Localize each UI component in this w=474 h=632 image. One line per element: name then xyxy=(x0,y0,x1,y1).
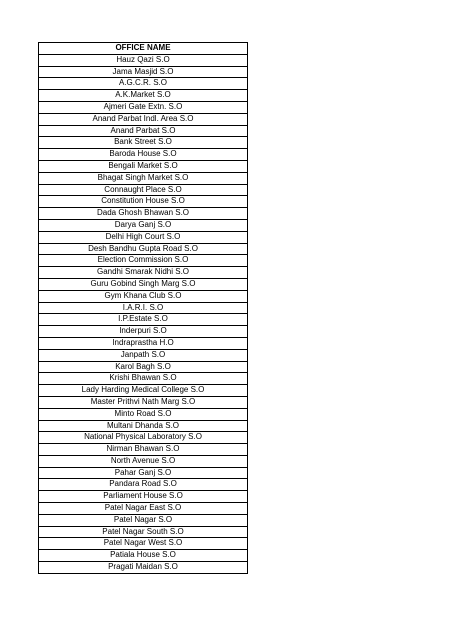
table-row xyxy=(39,267,248,279)
office-name-cell: Hauz Qazi S.O xyxy=(39,54,248,66)
office-name-table xyxy=(38,42,248,574)
office-name-cell: Bhagat Singh Market S.O xyxy=(39,172,248,184)
office-name-cell: I.A.R.I. S.O xyxy=(39,302,248,314)
table-row xyxy=(39,78,248,90)
table-row xyxy=(39,385,248,397)
office-list-sheet xyxy=(38,42,248,574)
office-name-cell: Jama Masjid S.O xyxy=(39,66,248,78)
office-name-cell: A.K.Market S.O xyxy=(39,90,248,102)
table-row xyxy=(39,137,248,149)
office-name-cell: Anand Parbat S.O xyxy=(39,125,248,137)
office-name-cell: A.G.C.R. S.O xyxy=(39,78,248,90)
table-row xyxy=(39,196,248,208)
office-name-cell: Multani Dhanda S.O xyxy=(39,420,248,432)
table-row xyxy=(39,396,248,408)
table-row xyxy=(39,455,248,467)
office-name-cell: Connaught Place S.O xyxy=(39,184,248,196)
office-name-cell: Delhi High Court S.O xyxy=(39,231,248,243)
table-row xyxy=(39,184,248,196)
office-name-cell: North Avenue S.O xyxy=(39,455,248,467)
table-row xyxy=(39,373,248,385)
office-name-cell: Baroda House S.O xyxy=(39,149,248,161)
office-name-cell: Master Prithvi Nath Marg S.O xyxy=(39,396,248,408)
table-row xyxy=(39,503,248,515)
office-name-cell: I.P.Estate S.O xyxy=(39,314,248,326)
table-row xyxy=(39,160,248,172)
office-name-cell: Krishi Bhawan S.O xyxy=(39,373,248,385)
office-name-cell: Gandhi Smarak Nidhi S.O xyxy=(39,267,248,279)
office-name-cell: Election Commission S.O xyxy=(39,255,248,267)
table-row xyxy=(39,255,248,267)
office-name-cell: Indraprastha H.O xyxy=(39,337,248,349)
table-row xyxy=(39,514,248,526)
table-row xyxy=(39,550,248,562)
table-row xyxy=(39,243,248,255)
table-row xyxy=(39,302,248,314)
office-rows xyxy=(39,54,248,573)
table-header-row xyxy=(39,43,248,55)
table-row xyxy=(39,208,248,220)
table-row xyxy=(39,337,248,349)
office-name-cell: Guru Gobind Singh Marg S.O xyxy=(39,278,248,290)
table-row xyxy=(39,408,248,420)
office-name-cell: Karol Bagh S.O xyxy=(39,361,248,373)
office-name-cell: Patel Nagar South S.O xyxy=(39,526,248,538)
office-name-cell: Bengali Market S.O xyxy=(39,160,248,172)
office-name-cell: Pandara Road S.O xyxy=(39,479,248,491)
office-name-cell: Patel Nagar S.O xyxy=(39,514,248,526)
office-name-cell: Darya Ganj S.O xyxy=(39,219,248,231)
table-row xyxy=(39,467,248,479)
office-name-cell: Dada Ghosh Bhawan S.O xyxy=(39,208,248,220)
table-row xyxy=(39,361,248,373)
office-name-cell: National Physical Laboratory S.O xyxy=(39,432,248,444)
table-row xyxy=(39,172,248,184)
office-name-cell: Anand Parbat Indl. Area S.O xyxy=(39,113,248,125)
table-row xyxy=(39,90,248,102)
office-name-cell: Patiala House S.O xyxy=(39,550,248,562)
office-name-cell: Pahar Ganj S.O xyxy=(39,467,248,479)
office-name-cell: Constitution House S.O xyxy=(39,196,248,208)
table-row xyxy=(39,349,248,361)
office-name-cell: Nirman Bhawan S.O xyxy=(39,444,248,456)
table-row xyxy=(39,479,248,491)
table-row xyxy=(39,444,248,456)
office-name-cell: Desh Bandhu Gupta Road S.O xyxy=(39,243,248,255)
office-name-cell: Inderpuri S.O xyxy=(39,326,248,338)
table-row xyxy=(39,420,248,432)
office-name-cell: Ajmeri Gate Extn. S.O xyxy=(39,101,248,113)
table-row xyxy=(39,562,248,574)
office-name-cell: Patel Nagar East S.O xyxy=(39,503,248,515)
table-row xyxy=(39,538,248,550)
table-row xyxy=(39,526,248,538)
office-name-cell: Janpath S.O xyxy=(39,349,248,361)
table-row xyxy=(39,314,248,326)
office-name-cell: Patel Nagar West S.O xyxy=(39,538,248,550)
table-row xyxy=(39,290,248,302)
office-name-cell: Pragati Maidan S.O xyxy=(39,562,248,574)
table-row xyxy=(39,231,248,243)
table-row xyxy=(39,125,248,137)
table-row xyxy=(39,326,248,338)
table-row xyxy=(39,278,248,290)
office-name-header: OFFICE NAME xyxy=(39,43,248,55)
table-row xyxy=(39,219,248,231)
table-row xyxy=(39,66,248,78)
table-row xyxy=(39,113,248,125)
office-name-cell: Bank Street S.O xyxy=(39,137,248,149)
office-name-cell: Parliament House S.O xyxy=(39,491,248,503)
office-name-cell: Minto Road S.O xyxy=(39,408,248,420)
table-row xyxy=(39,432,248,444)
table-row xyxy=(39,491,248,503)
table-row xyxy=(39,54,248,66)
table-row xyxy=(39,149,248,161)
table-row xyxy=(39,101,248,113)
office-name-cell: Gym Khana Club S.O xyxy=(39,290,248,302)
office-name-cell: Lady Harding Medical College S.O xyxy=(39,385,248,397)
